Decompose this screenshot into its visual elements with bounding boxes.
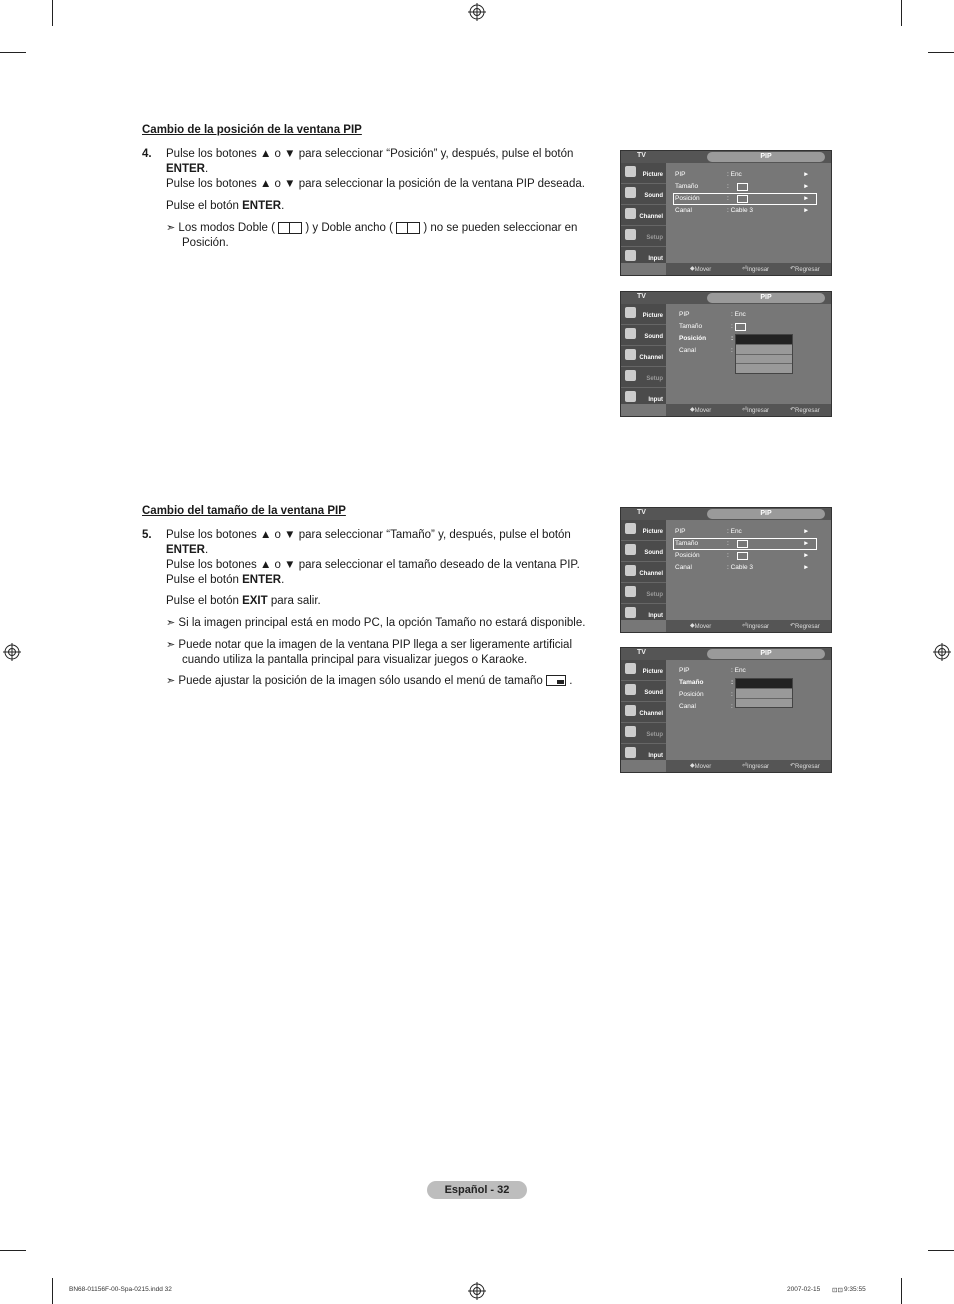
print-time: 9:35:55 — [844, 1286, 866, 1293]
menu-row-pip — [675, 171, 810, 178]
note-text: . — [569, 675, 573, 687]
return-hint: ↶ Regresar — [790, 623, 820, 630]
registration-mark-icon — [3, 643, 21, 661]
crop-mark — [52, 0, 53, 26]
input-icon — [625, 250, 636, 261]
double-wide-mode-icon — [396, 222, 420, 234]
row-label: Tamaño — [675, 540, 699, 547]
channel-icon — [625, 349, 636, 360]
picture-icon — [625, 166, 636, 177]
row-label: Canal — [679, 703, 696, 710]
print-time-icon: ⊡⊡ — [832, 1287, 843, 1294]
footer-label: Regresar — [795, 267, 820, 273]
sidebar-label: Sound — [644, 690, 663, 696]
sidebar-label: Picture — [642, 669, 663, 675]
crop-mark — [0, 1250, 26, 1251]
sound-icon — [625, 684, 636, 695]
step-line: Pulse los botones ▲ o ▼ para seleccionar “Tamaño” y, después, pulse el botón — [166, 529, 571, 541]
row-arrow-icon: ► — [803, 195, 810, 202]
row-value: : Cable 3 — [727, 564, 754, 571]
enter-hint: ⏎ Ingresar — [742, 407, 770, 414]
page-number: Español - 32 — [427, 1181, 527, 1199]
step-line: Pulse los botones ▲ o ▼ para seleccionar el tamaño deseado de la ventana PIP. — [166, 559, 580, 571]
menu-footer — [666, 404, 831, 416]
step-number: 5. — [142, 529, 152, 541]
sidebar-item-picture — [621, 520, 666, 541]
row-value: : — [727, 183, 729, 190]
sidebar-label: Sound — [644, 550, 663, 556]
step-line: para salir. — [267, 595, 321, 607]
size-dropdown[interactable] — [735, 678, 793, 708]
pip-size-icon — [737, 540, 748, 548]
note-arrow-icon: ➣ — [166, 617, 176, 629]
position-dropdown[interactable] — [735, 334, 793, 374]
tv-menu-screenshot — [620, 291, 832, 417]
row-value: : — [727, 540, 729, 547]
sidebar-item-channel — [621, 562, 666, 583]
crop-mark — [0, 52, 26, 53]
menu-row-pip — [679, 311, 746, 318]
step-line: ENTER — [166, 544, 205, 556]
size-option[interactable] — [736, 679, 792, 689]
move-hint: ◆ Mover — [690, 623, 712, 630]
step-line — [166, 199, 284, 214]
sidebar-label: Input — [648, 397, 663, 403]
row-arrow-icon: ► — [803, 540, 810, 547]
step-line: ENTER — [242, 574, 282, 586]
step-text — [166, 147, 611, 192]
menu-row-position — [675, 552, 810, 559]
menu-sidebar — [621, 163, 666, 263]
sidebar-item-picture — [621, 660, 666, 681]
setup-icon — [625, 586, 636, 597]
registration-mark-icon — [468, 3, 486, 21]
row-arrow-icon: ► — [803, 171, 810, 178]
note — [166, 638, 611, 668]
sidebar-label: Input — [648, 753, 663, 759]
size-option[interactable] — [736, 698, 792, 707]
menu-row-pip — [679, 667, 746, 674]
note-text: ) y Doble ancho ( — [305, 222, 393, 234]
step-line: . — [281, 574, 285, 586]
menu-content — [669, 522, 827, 612]
step-text — [166, 528, 611, 588]
step-line: EXIT — [242, 595, 268, 607]
row-value: : — [727, 195, 729, 202]
menu-row-channel — [679, 703, 733, 710]
row-value: : Enc — [731, 311, 746, 318]
note-text: ) no se pueden seleccionar en — [423, 222, 578, 234]
row-arrow-icon: ► — [803, 552, 810, 559]
row-value: : Cable 3 — [727, 207, 754, 214]
sidebar-item-setup — [621, 226, 666, 247]
note-text: Puede notar que la imagen de la ventana PIP llega a ser ligeramente artificial — [178, 639, 573, 651]
footer-label: Mover — [694, 764, 712, 770]
return-hint: ↶ Regresar — [790, 266, 820, 273]
footer-label: Ingresar — [747, 764, 770, 770]
note-text: cuando utiliza la pantalla principal para visualizar juegos o Karaoke. — [182, 654, 528, 666]
row-value: : — [731, 335, 734, 342]
row-value: : — [731, 347, 733, 354]
registration-mark-icon — [468, 1282, 486, 1300]
row-arrow-icon: ► — [803, 183, 810, 190]
step-line: ENTER — [166, 163, 205, 175]
row-label: Tamaño — [675, 183, 699, 190]
sidebar-item-picture — [621, 304, 666, 325]
sidebar-item-picture — [621, 163, 666, 184]
pip-position-icon — [737, 552, 748, 560]
tv-menu-screenshot — [620, 507, 832, 633]
section-heading: Cambio del tamaño de la ventana PIP — [142, 505, 346, 517]
menu-row-position — [675, 195, 810, 202]
menu-tv-label: TV — [637, 293, 646, 300]
position-option[interactable] — [736, 335, 792, 345]
pip-size-icon — [735, 323, 746, 331]
sidebar-label: Channel — [639, 355, 663, 361]
crop-mark — [901, 0, 902, 26]
row-value: : Enc — [731, 667, 746, 674]
footer-label: Mover — [694, 267, 712, 273]
note-text: Puede ajustar la posición de la imagen sólo usando el menú de tamaño — [178, 675, 543, 687]
row-label: Canal — [675, 207, 692, 214]
sidebar-item-input — [621, 604, 666, 624]
sound-icon — [625, 187, 636, 198]
enter-hint: ⏎ Ingresar — [742, 763, 770, 770]
step-number: 4. — [142, 148, 152, 160]
sidebar-item-setup — [621, 367, 666, 388]
menu-pip-title: PIP — [707, 649, 825, 659]
section-heading: Cambio de la posición de la ventana PIP — [142, 124, 362, 136]
menu-row-size — [679, 323, 733, 330]
footer-label: Regresar — [795, 624, 820, 630]
menu-row-size — [679, 679, 734, 686]
print-date: 2007-02-15 — [787, 1286, 821, 1293]
footer-label: Mover — [694, 624, 712, 630]
row-arrow-icon: ► — [803, 528, 810, 535]
sidebar-label: Setup — [646, 235, 663, 241]
row-label: Posición — [675, 195, 700, 202]
sidebar-label: Input — [648, 256, 663, 262]
menu-content — [669, 306, 827, 396]
setup-icon — [625, 370, 636, 381]
sidebar-label: Sound — [644, 193, 663, 199]
return-hint: ↶ Regresar — [790, 407, 820, 414]
menu-tv-label: TV — [637, 509, 646, 516]
row-label: PIP — [675, 171, 686, 178]
enter-hint: ⏎ Ingresar — [742, 266, 770, 273]
row-value: : — [731, 691, 733, 698]
setup-icon — [625, 229, 636, 240]
sidebar-item-input — [621, 388, 666, 408]
row-arrow-icon: ► — [803, 564, 810, 571]
row-label: Posición — [679, 335, 707, 342]
channel-icon — [625, 705, 636, 716]
note-text: Si la imagen principal está en modo PC, la opción Tamaño no estará disponible. — [178, 617, 586, 629]
step-line — [166, 594, 321, 609]
row-label: PIP — [679, 311, 690, 318]
step-line: . — [204, 544, 209, 556]
sidebar-label: Setup — [646, 732, 663, 738]
menu-tv-label: TV — [637, 649, 646, 656]
menu-pip-title: PIP — [707, 509, 825, 519]
footer-label: Ingresar — [747, 267, 770, 273]
move-hint: ◆ Mover — [690, 763, 712, 770]
input-icon — [625, 391, 636, 402]
step-line: Pulse el botón — [166, 574, 243, 586]
sidebar-item-input — [621, 744, 666, 764]
row-label: Tamaño — [679, 323, 703, 330]
sidebar-label: Sound — [644, 334, 663, 340]
move-hint: ◆ Mover — [690, 266, 712, 273]
menu-row-size — [675, 183, 810, 190]
step-line: Pulse el botón — [166, 200, 243, 212]
sidebar-label: Picture — [642, 529, 663, 535]
row-value: : — [727, 552, 729, 559]
channel-icon — [625, 208, 636, 219]
row-value: : Enc — [727, 528, 742, 535]
menu-row-position — [679, 335, 734, 342]
sidebar-label: Setup — [646, 376, 663, 382]
note-text: Los modos Doble ( — [178, 222, 275, 234]
note-arrow-icon: ➣ — [166, 222, 176, 234]
sidebar-item-sound — [621, 541, 666, 562]
note — [166, 616, 611, 631]
footer-label: Regresar — [795, 764, 820, 770]
menu-row-channel — [679, 347, 733, 354]
step-line: Pulse los botones ▲ o ▼ para seleccionar la posición de la ventana PIP deseada. — [166, 178, 585, 190]
row-label: Canal — [679, 347, 696, 354]
step-line: Pulse los botones ▲ o ▼ para seleccionar “Posición” y, después, pulse el botón — [166, 148, 574, 160]
menu-sidebar — [621, 520, 666, 620]
row-value: : — [731, 323, 733, 330]
tv-menu-screenshot — [620, 647, 832, 773]
sidebar-label: Picture — [642, 313, 663, 319]
row-value: : — [731, 703, 733, 710]
row-label: Posición — [679, 691, 704, 698]
note — [166, 674, 611, 689]
row-arrow-icon: ► — [803, 207, 810, 214]
registration-mark-icon — [933, 643, 951, 661]
note-arrow-icon: ➣ — [166, 639, 176, 651]
picture-icon — [625, 663, 636, 674]
menu-pip-title: PIP — [707, 152, 825, 162]
return-hint: ↶ Regresar — [790, 763, 820, 770]
sound-icon — [625, 328, 636, 339]
menu-tv-label: TV — [637, 152, 646, 159]
crop-mark — [52, 1278, 53, 1304]
sidebar-item-channel — [621, 205, 666, 226]
menu-row-channel — [675, 207, 810, 214]
note — [166, 221, 611, 251]
sidebar-item-sound — [621, 184, 666, 205]
sidebar-label: Channel — [639, 711, 663, 717]
tv-menu-screenshot — [620, 150, 832, 276]
setup-icon — [625, 726, 636, 737]
input-icon — [625, 607, 636, 618]
row-value: : Enc — [727, 171, 742, 178]
menu-pip-title: PIP — [707, 293, 825, 303]
pip-size-icon — [546, 675, 566, 686]
row-label: PIP — [679, 667, 690, 674]
channel-icon — [625, 565, 636, 576]
step-line: . — [281, 200, 285, 212]
sidebar-item-channel — [621, 702, 666, 723]
crop-mark — [928, 52, 954, 53]
double-mode-icon — [278, 222, 302, 234]
sidebar-item-sound — [621, 325, 666, 346]
position-option[interactable] — [736, 363, 792, 372]
sidebar-item-sound — [621, 681, 666, 702]
menu-row-position — [679, 691, 733, 698]
footer-label: Mover — [694, 408, 712, 414]
menu-footer — [666, 263, 831, 275]
sidebar-item-input — [621, 247, 666, 267]
sidebar-label: Channel — [639, 571, 663, 577]
footer-label: Ingresar — [747, 624, 770, 630]
sidebar-label: Setup — [646, 592, 663, 598]
row-label: Posición — [675, 552, 700, 559]
note-text: Posición. — [182, 237, 229, 249]
row-label: Tamaño — [679, 679, 704, 686]
row-label: PIP — [675, 528, 686, 535]
sidebar-label: Input — [648, 613, 663, 619]
menu-footer — [666, 760, 831, 772]
move-hint: ◆ Mover — [690, 407, 712, 414]
sidebar-item-setup — [621, 723, 666, 744]
menu-sidebar — [621, 660, 666, 760]
menu-content — [669, 165, 827, 255]
menu-row-pip — [675, 528, 810, 535]
input-icon — [625, 747, 636, 758]
sidebar-item-channel — [621, 346, 666, 367]
sidebar-item-setup — [621, 583, 666, 604]
footer-label: Regresar — [795, 408, 820, 414]
file-info: BN68-01156F-00-Spa-0215.indd 32 — [69, 1286, 172, 1293]
menu-row-channel — [675, 564, 810, 571]
row-label: Canal — [675, 564, 692, 571]
crop-mark — [928, 1250, 954, 1251]
step-line: ENTER — [242, 200, 282, 212]
step-line: . — [204, 163, 209, 175]
pip-size-icon — [737, 183, 748, 191]
pip-position-icon — [737, 195, 748, 203]
sidebar-label: Channel — [639, 214, 663, 220]
menu-row-size — [675, 540, 810, 547]
menu-footer — [666, 620, 831, 632]
footer-label: Ingresar — [747, 408, 770, 414]
picture-icon — [625, 523, 636, 534]
menu-sidebar — [621, 304, 666, 404]
row-value: : — [731, 679, 734, 686]
picture-icon — [625, 307, 636, 318]
note-arrow-icon: ➣ — [166, 675, 176, 687]
menu-content — [669, 662, 827, 752]
sound-icon — [625, 544, 636, 555]
sidebar-label: Picture — [642, 172, 663, 178]
step-line: Pulse el botón — [166, 595, 243, 607]
crop-mark — [901, 1278, 902, 1304]
enter-hint: ⏎ Ingresar — [742, 623, 770, 630]
